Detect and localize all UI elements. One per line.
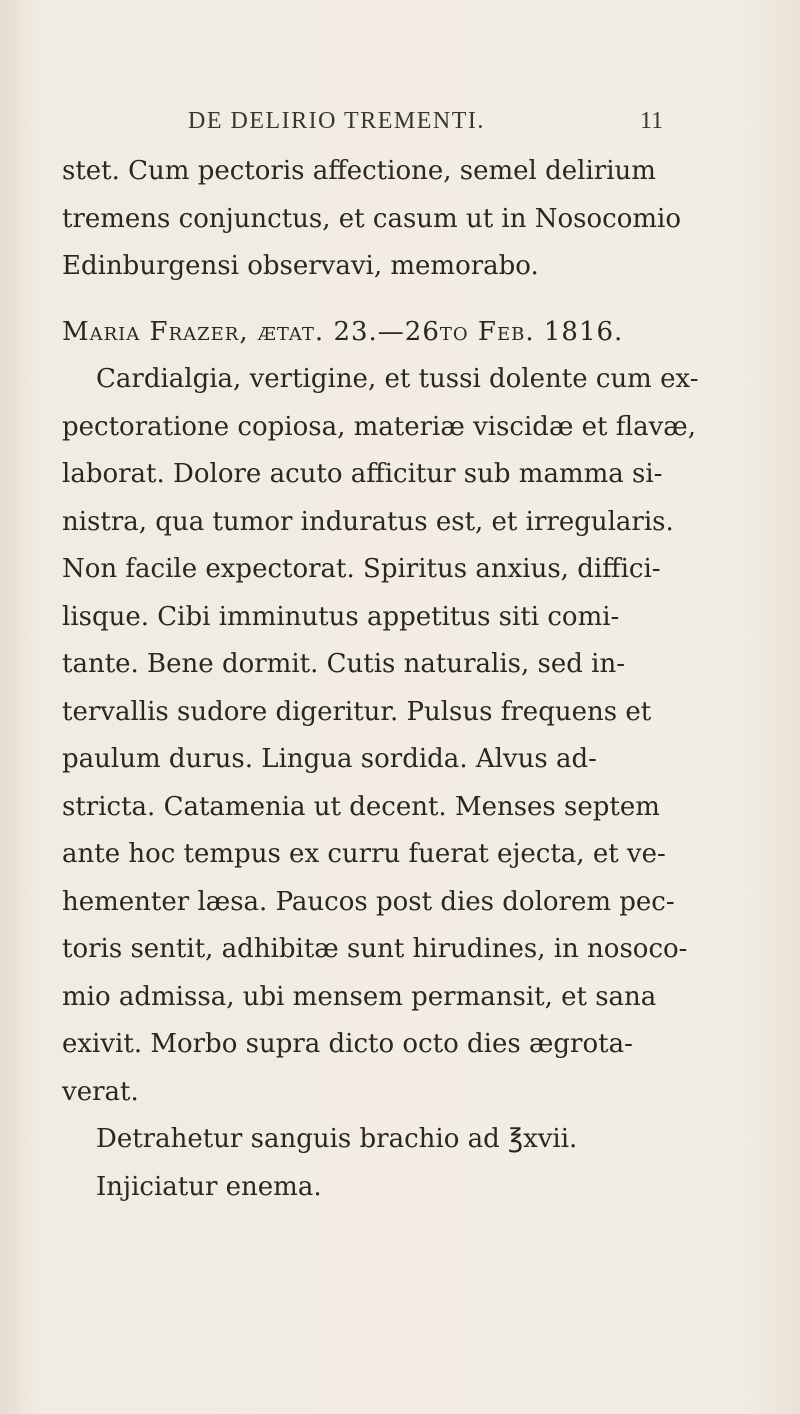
text-line: ante hoc tempus ex curru fuerat ejecta, et ve- [62, 839, 666, 869]
text-line: tante. Bene dormit. Cutis naturalis, sed in- [62, 649, 625, 679]
text-line: paulum durus. Lingua sordida. Alvus ad- [62, 744, 597, 774]
text-line: verat. [62, 1076, 139, 1107]
text-line: Edinburgensi observavi, memorabo. [62, 251, 539, 281]
case-heading: Maria Frazer, ætat. 23.—26to Feb. 1816. [62, 316, 624, 347]
text-line: Non facile expectorat. Spiritus anxius, diffici- [62, 554, 661, 584]
text-line: lisque. Cibi imminutus appetitus siti comi- [62, 601, 620, 632]
text-line: tremens conjunctus, et casum ut in Nosocomio [62, 203, 681, 234]
prescription-line: Detrahetur sanguis brachio ad ℥xvii. [96, 1124, 578, 1154]
text-line: laborat. Dolore acuto afficitur sub mamma si- [62, 459, 663, 489]
text-line: toris sentit, adhibitæ sunt hirudines, in nosoco- [62, 934, 688, 964]
text-line: stricta. Catamenia ut decent. Menses septem [62, 791, 660, 822]
text-line: mio admissa, ubi mensem permansit, et sana [62, 981, 657, 1012]
text-line: stet. Cum pectoris affectione, semel delirium [62, 156, 656, 186]
body-text [62, 148, 722, 1211]
running-head: DE DELIRIO TREMENTI. [188, 108, 485, 134]
text-line: nistra, qua tumor induratus est, et irregularis. [62, 506, 674, 537]
page-number: 11 [640, 108, 664, 134]
prescription-line: Injiciatur enema. [96, 1171, 322, 1202]
text-line: exivit. Morbo supra dicto octo dies ægrota- [62, 1029, 633, 1059]
text-line: hementer læsa. Paucos post dies dolorem pec- [62, 886, 675, 917]
text-line: pectoratione copiosa, materiæ viscidæ et flavæ, [62, 411, 696, 442]
text-line: tervallis sudore digeritur. Pulsus frequens et [62, 696, 652, 727]
text-line: Cardialgia, vertigine, et tussi dolente cum ex- [96, 364, 699, 394]
